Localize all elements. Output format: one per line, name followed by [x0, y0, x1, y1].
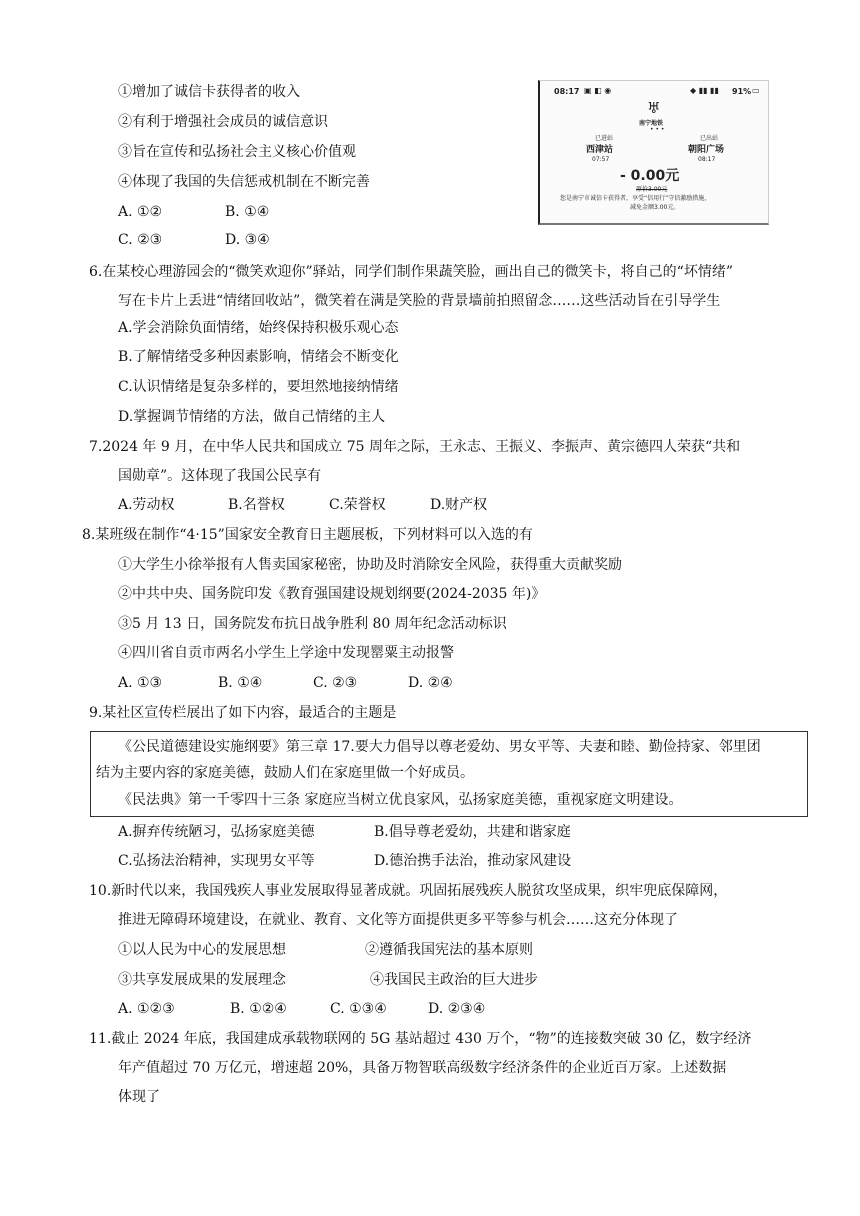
entry-time: 07:57 [592, 156, 610, 163]
q10-option-d: D. ②③④ [428, 1001, 486, 1017]
metro-logo-icon: ♅ [647, 99, 661, 117]
status-time: 08:17 [554, 87, 580, 96]
metro-screenshot [538, 80, 769, 225]
battery-icon: ▭ [752, 86, 760, 95]
q10-option-b: B. ①②④ [230, 1001, 287, 1017]
status-icons: ▣ ◧ ◉ [584, 86, 612, 95]
q5-option-a: A. ①② [118, 204, 163, 220]
q11-stem-line-3: 体现了 [118, 1089, 160, 1105]
exit-label: 已出站 [700, 135, 719, 142]
q7-option-b: B.名誉权 [228, 497, 285, 513]
exit-station: 朝阳广场 [688, 145, 725, 155]
q5-option-b: B. ①④ [225, 204, 270, 220]
q8-item-4: ④四川省自贡市两名小学生上学途中发现罂粟主动报警 [118, 645, 454, 661]
entry-station: 西津站 [586, 145, 614, 155]
q8-option-d: D. ②④ [408, 675, 453, 691]
q10-stem-line-2: 推进无障碍环境建设，在就业、教育、文化等方面提供更多平等参与机会……这充分体现了 [118, 912, 678, 928]
q8-stem: 8.某班级在制作“4·15”国家安全教育日主题展板，下列材料可以入选的有 [82, 527, 533, 543]
q7-option-a: A.劳动权 [118, 497, 175, 513]
q6-option-b: B.了解情绪受多种因素影响，情绪会不断变化 [118, 349, 399, 365]
original-fare: 原价3.00元 [636, 186, 668, 193]
q7-stem-line-1: 7.2024 年 9 月，在中华人民共和国成立 75 周年之际，王永志、王振义、李振声、黄宗德四人荣获“共和 [89, 439, 741, 455]
q10-item-1: ①以人民为中心的发展思想 [118, 942, 286, 958]
q6-stem-line-2: 写在卡片上丢进“情绪回收站”，微笑着在满是笑脸的背景墙前拍照留念……这些活动旨在引导学生 [118, 293, 721, 309]
q11-stem-line-2: 年产值超过 70 万亿元，增速超 20%，具备万物智联高级数字经济条件的企业近百万家。上述数据 [118, 1060, 727, 1076]
q8-option-b: B. ①④ [218, 675, 263, 691]
credit-notice: 您是南宁市诚信卡获得者，享受“信用行”守信激励措施， [560, 195, 711, 202]
fare-amount: - 0.00元 [620, 168, 680, 184]
q5-item-3: ③旨在宣传和弘扬社会主义核心价值观 [118, 144, 356, 160]
q11-stem-line-1: 11.截止 2024 年底，我国建成承载物联网的 5G 基站超过 430 万个，“物”的连接数突破 30 亿，数字经济 [89, 1031, 752, 1047]
route-dots: • • • [650, 126, 665, 133]
q6-option-c: C.认识情绪是复杂多样的，要坦然地接纳情绪 [118, 379, 399, 395]
q9-stem: 9.某社区宣传栏展出了如下内容，最适合的主题是 [89, 705, 397, 721]
signal-icon: ◆ ▮▮ ▮▮ [690, 86, 719, 95]
q5-option-c: C. ②③ [118, 232, 163, 248]
exit-time: 08:17 [698, 156, 716, 163]
q6-option-d: D.掌握调节情绪的方法，做自己情绪的主人 [118, 409, 386, 425]
q6-stem-line-1: 6.在某校心理游园会的“微笑欢迎你”驿站，同学们制作果蔬笑脸，画出自己的微笑卡，将自己的“坏情绪” [89, 264, 733, 280]
q10-item-2: ②遵循我国宪法的基本原则 [365, 942, 533, 958]
q9-material-line-2: 结为主要内容的家庭美德，鼓励人们在家庭里做一个好成员。 [96, 765, 474, 781]
q8-item-1: ①大学生小徐举报有人售卖国家秘密，协助及时消除安全风险，获得重大贡献奖励 [118, 557, 622, 573]
entry-label: 已进站 [595, 135, 614, 142]
q10-stem-line-1: 10.新时代以来，我国残疾人事业发展取得显著成就。巩固拓展残疾人脱贫攻坚成果，织牢兜底保障网， [89, 883, 728, 899]
q9-option-d: D.德治携手法治，推动家风建设 [374, 853, 572, 869]
q7-option-d: D.财产权 [430, 497, 488, 513]
q9-material-line-1: 《公民道德建设实施纲要》第三章 17.要大力倡导以尊老爱幼、男女平等、夫妻和睦、勤俭持家、邻里团 [118, 739, 761, 755]
q9-option-a: A.摒弃传统陋习，弘扬家庭美德 [118, 824, 315, 840]
q10-option-c: C. ①③④ [330, 1001, 387, 1017]
q8-option-c: C. ②③ [313, 675, 358, 691]
q7-stem-line-2: 国勋章”。这体现了我国公民享有 [118, 468, 322, 484]
q10-item-3: ③共享发展成果的发展理念 [118, 972, 286, 988]
q8-item-3: ③5 月 13 日，国务院发布抗日战争胜利 80 周年纪念活动标识 [118, 616, 507, 632]
q6-option-a: A.学会消除负面情绪，始终保持积极乐观心态 [118, 320, 399, 336]
q9-material-line-3: 《民法典》第一千零四十三条 家庭应当树立优良家风，弘扬家庭美德，重视家庭文明建设。 [118, 792, 683, 808]
q5-item-2: ②有利于增强社会成员的诚信意识 [118, 114, 328, 130]
q9-option-c: C.弘扬法治精神，实现男女平等 [118, 853, 315, 869]
battery-level: 91% [732, 87, 752, 96]
q10-option-a: A. ①②③ [118, 1001, 175, 1017]
q7-option-c: C.荣誉权 [329, 497, 386, 513]
q5-option-d: D. ③④ [225, 232, 270, 248]
q8-option-a: A. ①③ [118, 675, 163, 691]
operator-name: 南宁地铁 [639, 120, 664, 127]
q10-item-4: ④我国民主政治的巨大进步 [370, 972, 538, 988]
q5-item-1: ①增加了诚信卡获得者的收入 [118, 84, 300, 100]
q9-option-b: B.倡导尊老爱幼，共建和谐家庭 [374, 824, 571, 840]
discount-amount: 减免金额3.00元。 [630, 204, 680, 211]
q5-item-4: ④体现了我国的失信惩戒机制在不断完善 [118, 174, 370, 190]
q8-item-2: ②中共中央、国务院印发《教育强国建设规划纲要(2024-2035 年)》 [118, 586, 546, 602]
